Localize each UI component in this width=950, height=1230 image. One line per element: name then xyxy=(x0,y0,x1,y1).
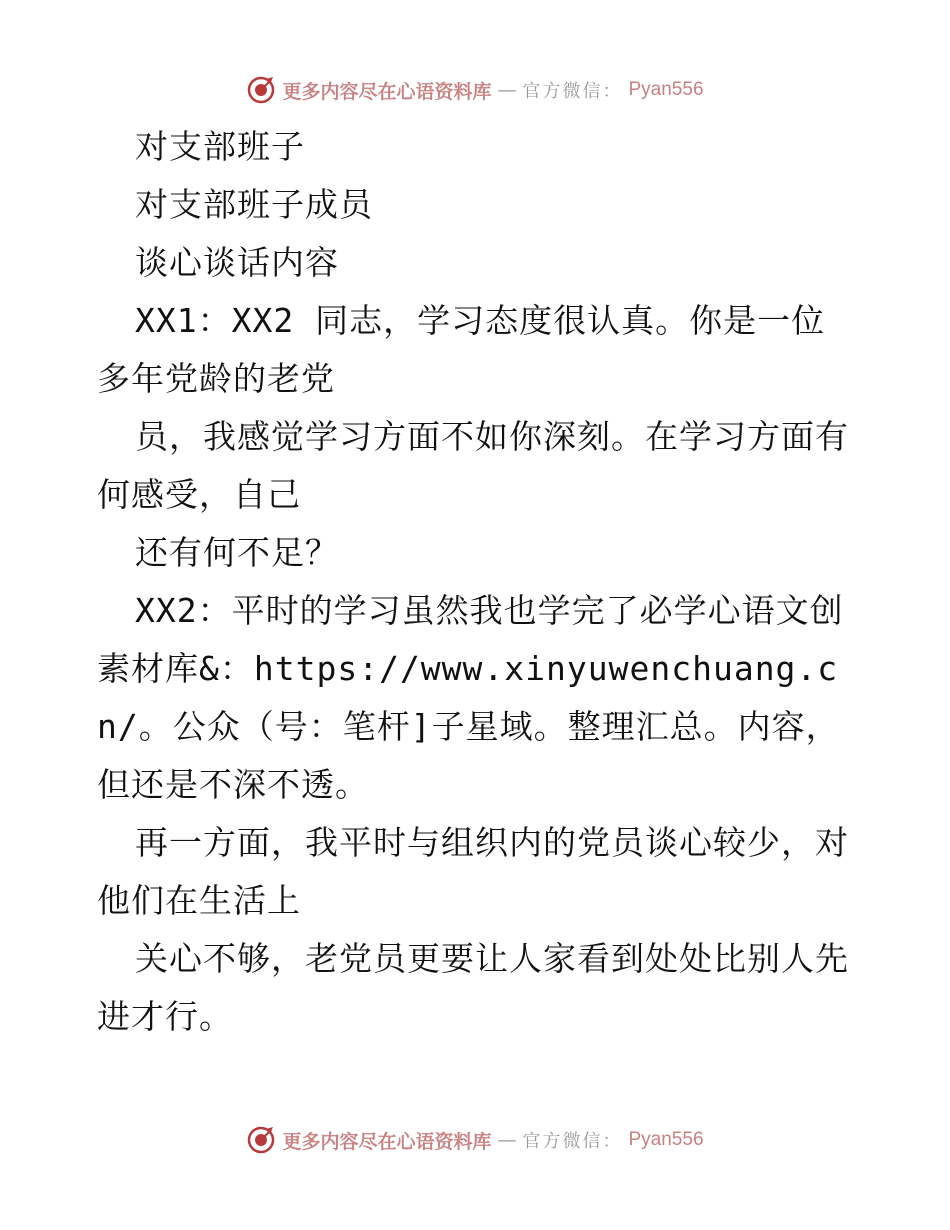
banner-dash: — xyxy=(497,1129,517,1151)
logo-icon xyxy=(246,75,276,105)
banner-wechat-id: Pyan556 xyxy=(628,1129,704,1150)
paragraph: 还有何不足？ xyxy=(135,533,339,572)
banner-title: 更多内容尽在心语资料库 xyxy=(282,1130,492,1153)
paragraph: 谈心谈话内容 xyxy=(135,243,339,282)
paragraph: 再一方面，我平时与组织内的党员谈心较少，对他们在生活上 xyxy=(97,823,849,920)
paragraph: XX1：XX2 同志，学习态度很认真。你是一位多年党龄的老党 xyxy=(97,301,826,398)
paragraph: 关心不够，老党员更要让人家看到处处比别人先进才行。 xyxy=(97,939,849,1036)
paragraph: 员，我感觉学习方面不如你深刻。在学习方面有何感受，自己 xyxy=(97,417,849,514)
banner-dash: — xyxy=(497,79,517,101)
header-banner xyxy=(0,70,950,110)
document-body xyxy=(97,118,857,1046)
logo-icon xyxy=(246,1125,276,1155)
banner-wechat-id: Pyan556 xyxy=(628,79,704,100)
banner-title: 更多内容尽在心语资料库 xyxy=(282,80,492,103)
paragraph: XX2：平时的学习虽然我也学完了必学心语文创素材库&：https://www.xinyuwenchuang.cn/。公众（号：笔杆]子星域。整理汇总。内容，但还是不深不透。 xyxy=(97,591,844,804)
paragraph: 对支部班子成员 xyxy=(135,185,373,224)
paragraph: 对支部班子 xyxy=(135,127,305,166)
banner-wechat-label: 官方微信： xyxy=(522,1131,623,1152)
banner-wechat-label: 官方微信： xyxy=(522,81,623,102)
footer-banner xyxy=(0,1120,950,1160)
